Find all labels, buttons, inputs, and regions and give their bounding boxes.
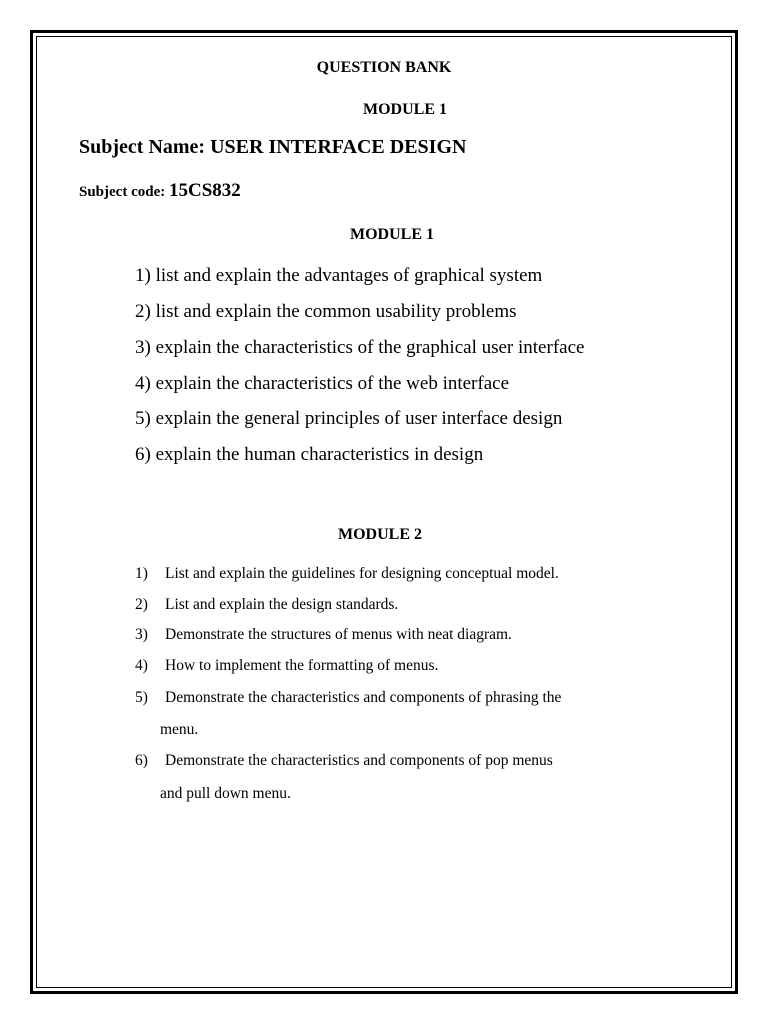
question-text: List and explain the design standards. bbox=[165, 596, 399, 613]
question-text: List and explain the guidelines for designing conceptual model. bbox=[165, 565, 559, 582]
module-1-question: 1) list and explain the advantages of graphical system bbox=[135, 265, 543, 286]
question-number: 2) bbox=[135, 596, 148, 613]
module-2-question-continuation: and pull down menu. bbox=[160, 785, 291, 802]
module-2-question bbox=[135, 689, 561, 707]
module-1-question: 4) explain the characteristics of the web interface bbox=[135, 373, 510, 394]
question-number: 3) bbox=[135, 626, 148, 643]
question-text: Demonstrate the structures of menus with neat diagram. bbox=[165, 626, 512, 643]
question-number: 5) bbox=[135, 689, 148, 706]
question-number: 4) bbox=[135, 657, 148, 674]
subject-name-line bbox=[79, 136, 466, 159]
page-border-inner bbox=[36, 36, 732, 988]
module-1-heading: MODULE 1 bbox=[350, 226, 434, 243]
question-text: Demonstrate the characteristics and components of phrasing the bbox=[165, 689, 562, 706]
question-text: Demonstrate the characteristics and components of pop menus bbox=[165, 752, 553, 769]
module-1-question: 3) explain the characteristics of the graphical user interface bbox=[135, 337, 585, 358]
module-2-question-continuation: menu. bbox=[160, 721, 199, 738]
module-heading-top: MODULE 1 bbox=[363, 101, 447, 118]
module-1-question: 5) explain the general principles of user interface design bbox=[135, 408, 563, 429]
question-number: 6) bbox=[135, 752, 148, 769]
question-number: 1) bbox=[135, 565, 148, 582]
module-2-question bbox=[135, 752, 553, 770]
module-2-question bbox=[135, 596, 398, 614]
subject-name-value: USER INTERFACE DESIGN bbox=[210, 136, 467, 158]
document-title: QUESTION BANK bbox=[316, 59, 452, 76]
subject-name-label: Subject Name: bbox=[79, 136, 206, 158]
question-text: How to implement the formatting of menus. bbox=[165, 657, 439, 674]
module-1-question: 2) list and explain the common usability problems bbox=[135, 301, 517, 322]
module-2-question bbox=[135, 626, 512, 644]
module-2-question bbox=[135, 565, 559, 583]
module-2-heading: MODULE 2 bbox=[338, 526, 422, 543]
module-2-question bbox=[135, 657, 438, 675]
module-1-question: 6) explain the human characteristics in design bbox=[135, 444, 484, 465]
subject-code-label: Subject code: bbox=[79, 184, 166, 200]
subject-code-line bbox=[79, 180, 241, 202]
subject-code-value: 15CS832 bbox=[169, 180, 241, 201]
